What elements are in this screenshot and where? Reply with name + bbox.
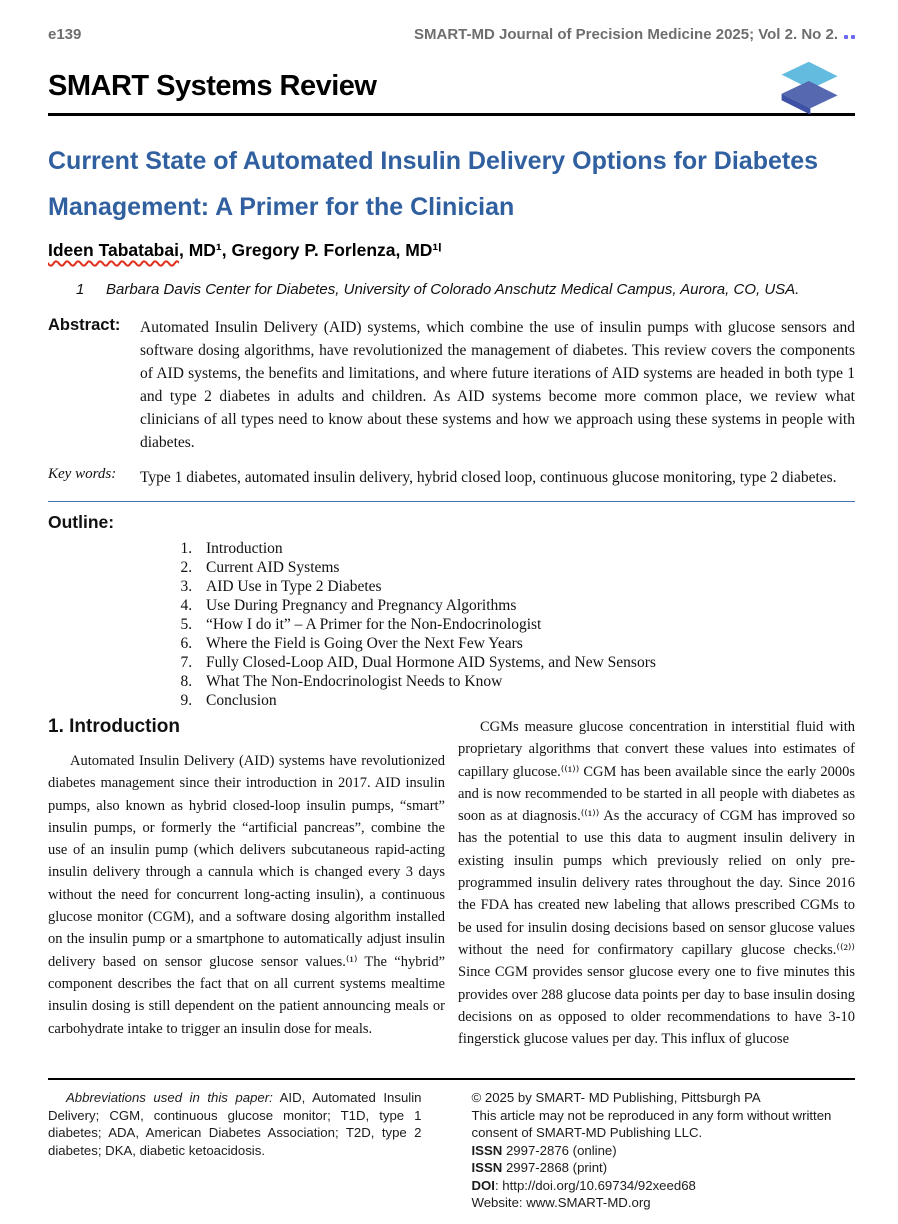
article-title: Current State of Automated Insulin Delivery Options for Diabetes Management: A Primer for the Clinician	[48, 147, 819, 221]
abstract-block	[48, 316, 855, 454]
cgm-paragraph: CGMs measure glucose concentration in interstitial fluid with proprietary algorithms that convert these values into estimates of capillary glucose.⁽⁽¹⁾⁾ CGM has been available since the early 2000s and is now recommended to be started in all people with diabetes as soon as at diagnosis.⁽⁽¹⁾⁾ As the accuracy of CGM has improved so has the potential to use this data to augment insulin delivery in existing insulin pumps which previously relied on only pre-programmed insulin delivery rates throughout the day. Since 2016 the FDA has created new labeling that allows prescribed CGMs to be used for insulin dosing decisions based on sensor glucose values without the need for confirmatory capillary glucose checks.⁽⁽²⁾⁾ Since CGM provides sensor glucose every one to five minutes this provides over 288 glucose data points per day to base insulin dosing decisions on as opposed to older recommendations to have 3-10 fingerstick glucose values per day. This influx of glucose	[458, 719, 855, 1048]
affiliation	[76, 281, 855, 298]
right-column	[458, 716, 855, 1050]
affiliation-number: 1	[76, 281, 85, 298]
top-divider	[48, 113, 855, 116]
keywords-block	[48, 466, 855, 489]
reproduction-notice: This article may not be reproduced in any form without written consent of SMART-MD Publishing LLC.	[471, 1107, 832, 1140]
outline-list	[48, 539, 855, 710]
abbreviations-note	[48, 1089, 432, 1212]
abbreviations-lead: Abbreviations used in this paper:	[66, 1090, 273, 1105]
website-line: Website: www.SMART-MD.org	[471, 1195, 651, 1210]
outline-item: 5. “How I do it” – A Primer for the Non-Endocrinologist	[196, 615, 855, 634]
abstract-text: Automated Insulin Delivery (AID) systems, which combine the use of insulin pumps with glucose sensors and software dosing algorithms, have revolutionized the management of diabetes. This review covers the components of AID systems, the benefits and limitations, and where future iterations of AID systems are headed in both type 1 and type 2 diabetes in adults and children. As AID systems become more common place, we review what clinicians of all types need to know about these systems and how we approach using these systems in people with diabetes.	[140, 319, 855, 451]
left-column	[48, 716, 445, 1050]
outline-item: 6. Where the Field is Going Over the Next Few Years	[196, 634, 855, 653]
outline-heading: Outline:	[48, 512, 115, 532]
page-footer	[48, 1078, 855, 1224]
keywords-divider	[48, 501, 855, 502]
section-banner	[48, 57, 855, 103]
outline-item: 1. Introduction	[196, 539, 855, 558]
introduction-paragraph: Automated Insulin Delivery (AID) systems have revolutionized diabetes management since their introduction in 2017. AID insulin pumps, also known as hybrid closed-loop insulin pumps, “smart” insulin pumps, or formerly the “artificial pancreas”, combine the use of an insulin pump (which delivers subcutaneous rapid-acting insulin delivery through a cannula which is changed every 3 days without the need for concurrent long-acting insulin), a continuous glucose monitor (CGM), and a software dosing algorithm installed on the insulin pump or a smartphone to automatically adjust insulin delivery based on sensor glucose sensor values.⁽¹⁾ The “hybrid” component describes the fact that on all current systems mealtime insulin dosing is still dependent on the patient announcing meals or carbohydrate intake to trigger an insulin dose for meals.	[48, 753, 445, 1037]
author-line-rest: , MD¹, Gregory P. Forlenza, MD¹ᴵ	[178, 240, 442, 260]
outline-item: 3. AID Use in Type 2 Diabetes	[196, 577, 855, 596]
affiliation-text: Barbara Davis Center for Diabetes, University of Colorado Anschutz Medical Campus, Aurora, CO, USA.	[106, 281, 800, 298]
page-number: e139	[48, 26, 82, 43]
copyright-line: © 2025 by SMART- MD Publishing, Pittsburgh PA	[471, 1090, 761, 1105]
abbreviations-text: AID, Automated Insulin Delivery; CGM, continuous glucose monitor; T1D, type 1 diabetes; ADA, American Diabetes Association; T2D, type 2 diabetes; DKA, diabetic ketoacidosis.	[48, 1090, 422, 1158]
author-line	[48, 240, 855, 261]
abstract-label: Abstract:	[48, 316, 121, 334]
keywords-label: Key words:	[48, 466, 117, 482]
first-author: Ideen Tabatabai	[48, 240, 179, 260]
journal-reference: SMART-MD Journal of Precision Medicine 2025; Vol 2. No 2.	[414, 26, 855, 43]
page-header	[48, 26, 855, 43]
issn-print-line: ISSN 2997-2868 (print)	[471, 1160, 608, 1175]
layers-logo-icon	[763, 57, 845, 121]
doi-line: DOI: http://doi.org/10.69734/92xeed68	[471, 1177, 696, 1193]
footer-divider	[48, 1078, 855, 1080]
outline-item: 8. What The Non-Endocrinologist Needs to Know	[196, 672, 855, 691]
outline-item: 7. Fully Closed-Loop AID, Dual Hormone AID Systems, and New Sensors	[196, 653, 855, 672]
issn-online-line: ISSN 2997-2876 (online)	[471, 1142, 617, 1158]
review-banner-title: SMART Systems Review	[48, 70, 377, 102]
outline-item: 9. Conclusion	[196, 691, 855, 710]
introduction-heading: 1. Introduction	[48, 716, 180, 737]
keywords-text: Type 1 diabetes, automated insulin delivery, hybrid closed loop, continuous glucose monitoring, type 2 diabetes.	[140, 469, 837, 486]
outline-item: 4. Use During Pregnancy and Pregnancy Algorithms	[196, 596, 855, 615]
article-body-columns	[48, 716, 855, 1050]
grammar-check-marks	[841, 26, 855, 43]
outline-item: 2. Current AID Systems	[196, 558, 855, 577]
publisher-info	[472, 1089, 856, 1212]
